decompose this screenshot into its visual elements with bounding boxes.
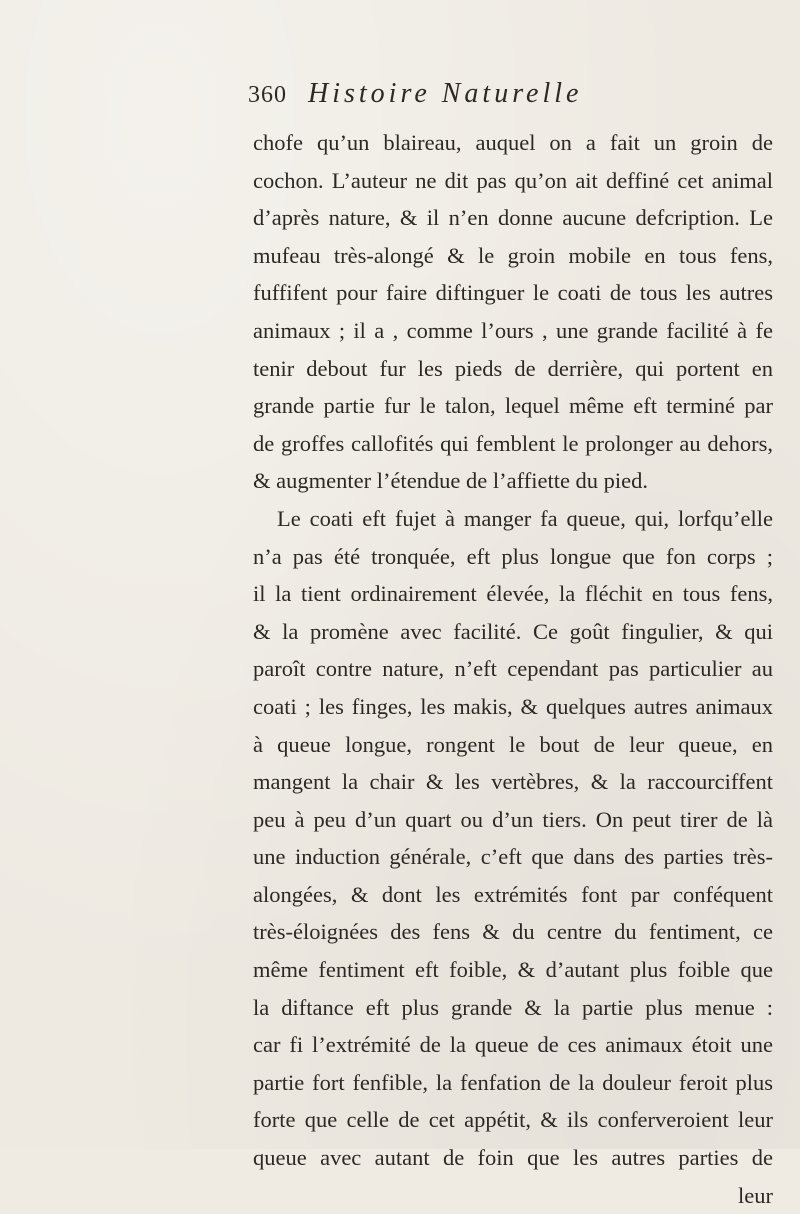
text-line: grande partie fur le talon, lequel même eft terminé par — [253, 393, 773, 419]
paragraph-start-line: Le coati eft fujet à manger fa queue, qui, lorfqu’elle — [277, 505, 773, 531]
text-line: paroît contre nature, n’eft cependant pas particulier au — [253, 656, 773, 682]
text-line: & augmenter l’étendue de l’affiette du pied. — [253, 468, 649, 494]
text-line: la diftance eft plus grande & la partie plus menue : — [253, 994, 773, 1020]
text-line: à queue longue, rongent le bout de leur queue, en — [253, 731, 773, 757]
text-line: forte que celle de cet appétit, & ils conferveroient leur — [253, 1107, 773, 1133]
body-text — [253, 124, 773, 1214]
text-line: tenir debout fur les pieds de derrière, qui portent en — [253, 355, 773, 381]
text-line: d’après nature, & il n’en donne aucune defcription. Le — [253, 205, 773, 231]
text-line: chofe qu’un blaireau, auquel on a fait un groin de — [253, 130, 773, 155]
text-line: une induction générale, c’eft que dans des parties très- — [253, 844, 773, 870]
text-line: cochon. L’auteur ne dit pas qu’on ait deffiné cet animal — [253, 167, 773, 193]
text-line: peu à peu d’un quart ou d’un tiers. On peut tirer de là — [253, 806, 773, 832]
text-line: même fentiment eft foible, & d’autant plus foible que — [253, 957, 773, 983]
page-number: 360 — [248, 82, 287, 108]
text-line: fuffifent pour faire diftinguer le coati de tous les autres — [253, 280, 773, 306]
text-line: mufeau très-alongé & le groin mobile en tous fens, — [253, 242, 773, 268]
text-line: de groffes callofités qui femblent le prolonger au dehors, — [253, 430, 773, 456]
running-title: Histoire Naturelle — [308, 78, 583, 109]
text-line: alongées, & dont les extrémités font par conféquent — [253, 881, 773, 907]
text-line: animaux ; il a , comme l’ours , une grande facilité à fe — [253, 317, 773, 343]
text-line: il la tient ordinairement élevée, la fléchit en tous fens, — [253, 581, 773, 607]
text-line: coati ; les finges, les makis, & quelques autres animaux — [253, 693, 773, 719]
text-line: & la promène avec facilité. Ce goût fingulier, & qui — [253, 618, 773, 644]
text-line: partie fort fenfible, la fenfation de la douleur feroit plus — [253, 1069, 773, 1095]
text-line: n’a pas été tronquée, eft plus longue que fon corps ; — [253, 543, 773, 569]
text-line: queue avec autant de foin que les autres parties de — [253, 1145, 773, 1171]
text-line: mangent la chair & les vertèbres, & la raccourciffent — [253, 769, 773, 795]
text-line: très-éloignées des fens & du centre du fentiment, ce — [253, 919, 773, 945]
running-head — [248, 78, 768, 122]
text-line: car fi l’extrémité de la queue de ces animaux étoit une — [253, 1032, 773, 1058]
catchword: leur — [738, 1182, 773, 1208]
